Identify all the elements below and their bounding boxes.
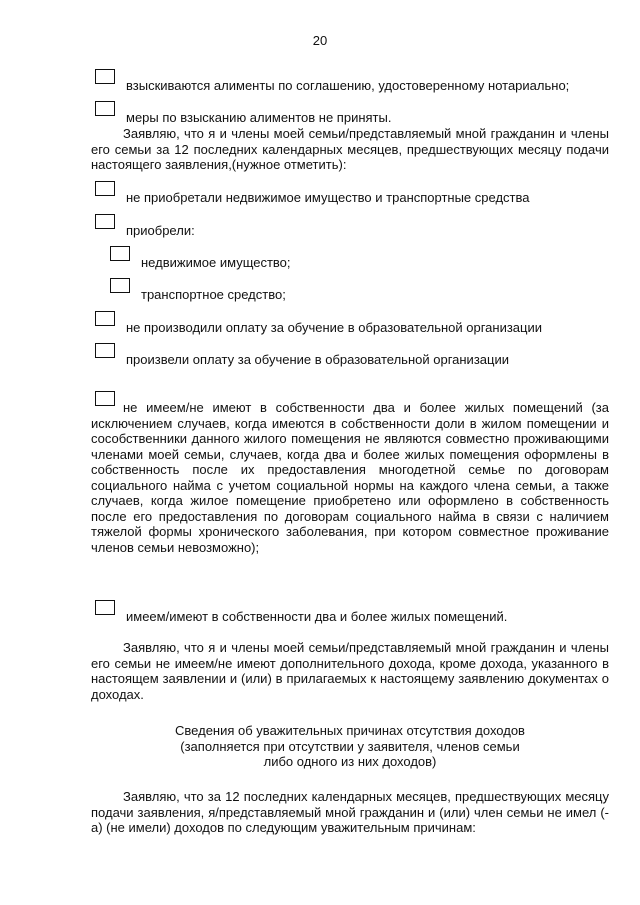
option-label: не приобретали недвижимое имущество и транспортные средства [126, 190, 530, 205]
checkbox[interactable] [95, 181, 115, 196]
option-label: меры по взысканию алиментов не приняты. [126, 110, 392, 125]
checkbox[interactable] [95, 343, 115, 358]
income-declaration: Заявляю, что я и члены моей семьи/представляемый мной гражданин и члены его семьи не имеем/не имеют дополнительного дохода, кроме дохода, указанного в настоящем заявлении и (или) в прилагаемых к настоящему заявлению документах о доходах. [91, 640, 609, 702]
option-label: транспортное средство; [141, 287, 286, 302]
checkbox[interactable] [95, 214, 115, 229]
housing-do-not-own-label: не имеем/не имеют в собственности два и более жилых помещений (за исключением случаев, когда имеются в собственности доли в жилом помещении и сособственники данного жилого помещения не являются совместно проживающими членами моей семьи, случаев, когда два и более жилых помещения оформлены в собственность после их предоставления многодетной семье по договорам социального найма с учетом социальной нормы на каждого члена семьи, а также случаев, когда жилое помещение приобретено или оформлено в собственность после его предоставления по договорам социального найма в связи с наличием тяжелой формы хронического заболевания, при котором совместное проживание членов семьи невозможно); [91, 400, 609, 555]
option-label: произвели оплату за обучение в образовательной организации [126, 352, 509, 367]
reasons-statement: Заявляю, что за 12 последних календарных месяцев, предшествующих месяцу подачи заявления, я/представляемый мной гражданин и (или) член семьи не имел (-а) (не имели) доходов по следующим уважительным причинам: [91, 789, 609, 835]
checkbox[interactable] [95, 101, 115, 116]
option-label: недвижимое имущество; [141, 255, 291, 270]
checkbox[interactable] [95, 600, 115, 615]
property-intro: Заявляю, что я и члены моей семьи/представляемый мной гражданин и члены его семьи за 12 последних календарных месяцев, предшествующих месяцу подачи настоящего заявления,(нужное отметить): [91, 126, 609, 172]
reasons-heading [91, 723, 609, 770]
option-label: приобрели: [126, 223, 195, 238]
reasons-heading-line3: либо одного из них доходов) [263, 754, 437, 769]
reasons-heading-line2: (заполняется при отсутствии у заявителя, членов семьи [180, 738, 520, 754]
reasons-heading-line1: Сведения об уважительных причинах отсутствия доходов [175, 723, 525, 738]
option-label: не производили оплату за обучение в образовательной организации [126, 320, 542, 335]
checkbox[interactable] [95, 69, 115, 84]
page-number: 20 [312, 33, 328, 48]
checkbox[interactable] [110, 278, 130, 293]
option-label: взыскиваются алименты по соглашению, удостоверенному нотариально; [126, 78, 570, 93]
option-label: имеем/имеют в собственности два и более жилых помещений. [126, 609, 508, 624]
checkbox[interactable] [95, 311, 115, 326]
checkbox[interactable] [110, 246, 130, 261]
